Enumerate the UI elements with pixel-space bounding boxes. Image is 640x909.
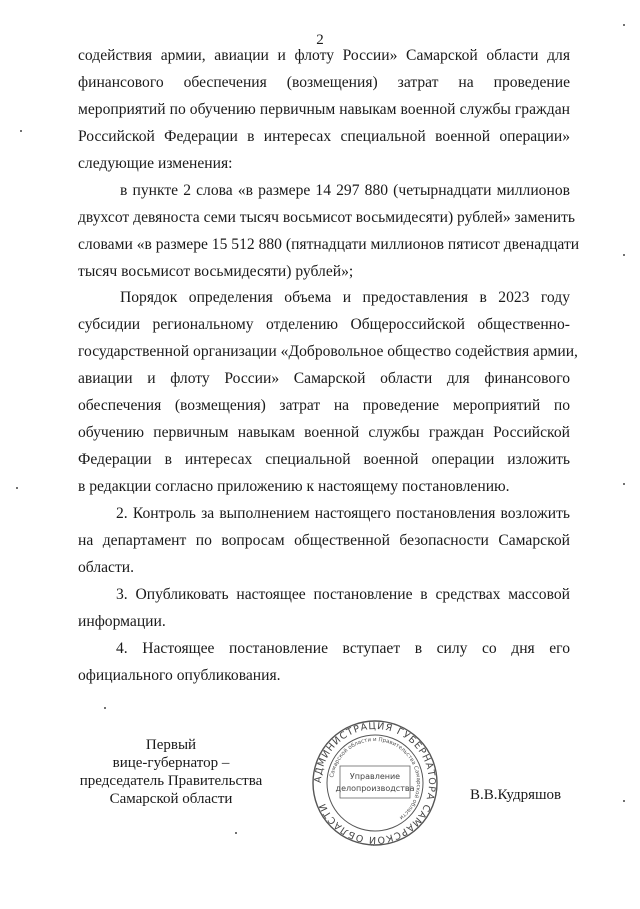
text-line: Порядок определения объема и предоставления в 2023 году	[120, 289, 570, 306]
stamp-inner-path-text: Самарской области и Правительства Самарской области	[329, 736, 422, 821]
text-line: Федерации в интересах специальной военной операции изложить	[78, 451, 570, 468]
text-line: двухсот девяноста семи тысяч восьмисот восьмидесяти) рублей» заменить	[78, 209, 576, 226]
text-line: информации.	[78, 613, 166, 630]
text-line: словами «в размере 15 512 880 (пятнадцати миллионов пятисот двенадцати	[78, 236, 580, 253]
signatory-title: Первый	[145, 737, 197, 753]
scan-speck	[235, 832, 237, 834]
text-line: на департамент по вопросам общественной безопасности Самарской	[78, 532, 570, 549]
text-line: 4. Настоящее постановление вступает в силу со дня его	[116, 640, 570, 657]
page-number: 2	[316, 32, 324, 48]
text-line: мероприятий по обучению первичным навыкам военной службы граждан	[78, 101, 570, 118]
scan-speck	[16, 487, 18, 489]
stamp-inner-circle	[327, 735, 423, 831]
text-line: тысяч восьмисот восьмидесяти) рублей»;	[78, 263, 354, 280]
text-line: в редакции согласно приложению к настоящему постановлению.	[78, 478, 510, 495]
scan-speck	[623, 800, 625, 802]
signatory-title: Самарской области	[109, 791, 233, 807]
official-stamp	[310, 718, 440, 848]
text-line: следующие изменения:	[78, 155, 233, 172]
text-line: области.	[78, 559, 135, 576]
text-line: государственной организации «Добровольное общество содействия армии,	[78, 343, 578, 360]
scan-speck	[623, 483, 625, 485]
text-line: финансового обеспечения (возмещения) затрат на проведение	[78, 74, 570, 91]
scan-speck	[104, 707, 106, 709]
signatory-name: В.В.Кудряшов	[470, 787, 562, 803]
signatory-title: председатель Правительства	[79, 773, 263, 789]
scan-speck	[20, 130, 22, 132]
scan-speck	[623, 24, 625, 26]
text-line: субсидии региональному отделению Общероссийской общественно-	[78, 316, 570, 333]
scan-speck	[623, 254, 625, 256]
text-line: обеспечения (возмещения) затрат на проведение мероприятий по	[78, 397, 570, 414]
text-line: содействия армии, авиации и флоту России» Самарской области для	[78, 47, 570, 64]
stamp-center-line: Управление	[349, 772, 401, 781]
stamp-center-box	[340, 766, 410, 798]
text-line: 3. Опубликовать настоящее постановление в средствах массовой	[116, 586, 570, 603]
text-line: 2. Контроль за выполнением настоящего постановления возложить	[116, 505, 570, 522]
text-line: Российской Федерации в интересах специальной военной операции»	[78, 128, 570, 145]
text-line: обучению первичным навыкам военной службы граждан Российской	[78, 424, 570, 441]
stamp-outer-path-text: АДМИНИСТРАЦИЯ ГУБЕРНАТОРА САМАРСКОЙ ОБЛАСТИ	[312, 720, 438, 846]
text-line: авиации и флоту России» Самарской области для финансового	[78, 370, 570, 387]
text-line: официального опубликования.	[78, 667, 281, 684]
stamp-center-line: делопроизводства	[335, 784, 415, 793]
text-line: в пункте 2 слова «в размере 14 297 880 (четырнадцати миллионов	[120, 182, 570, 199]
signatory-title: вице-губернатор –	[112, 755, 230, 771]
